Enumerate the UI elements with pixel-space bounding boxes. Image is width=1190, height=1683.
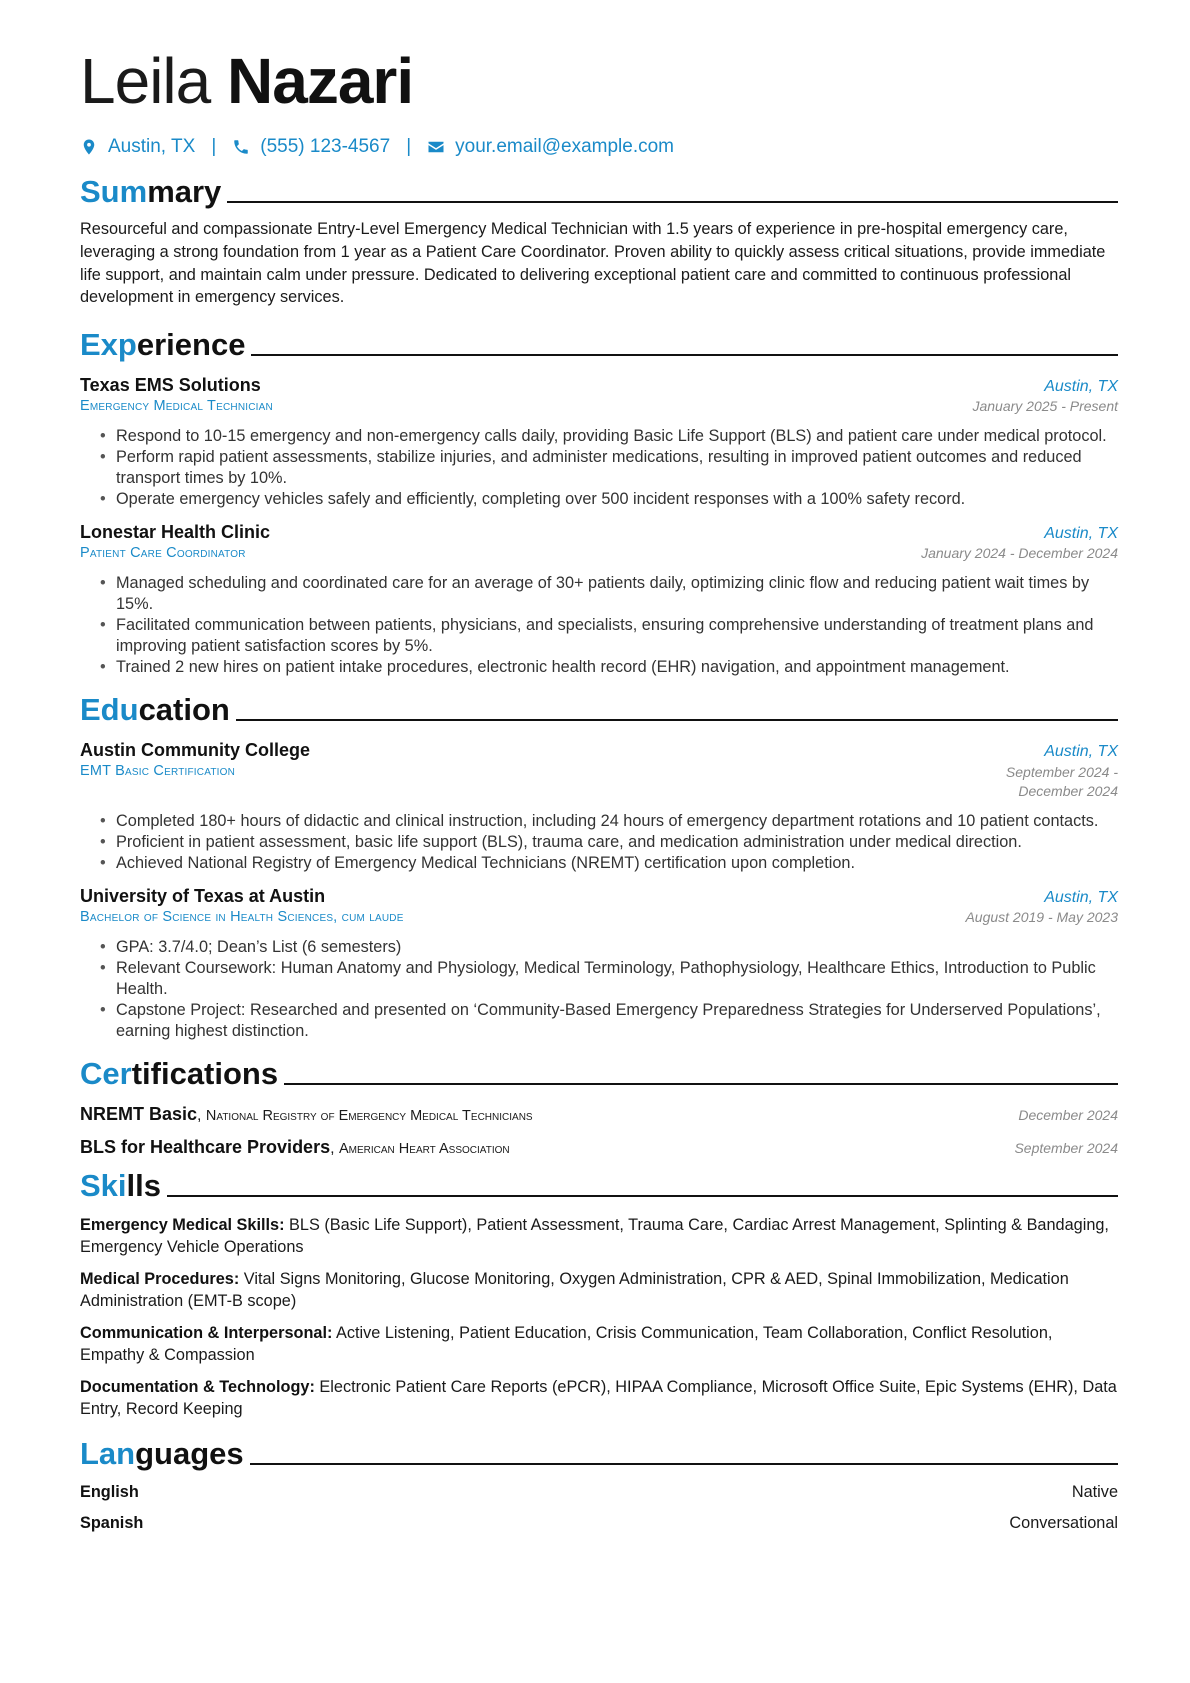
- contact-email[interactable]: [427, 136, 674, 158]
- skills-heading: [80, 1164, 1118, 1204]
- school-name: University of Texas at Austin: [80, 886, 326, 907]
- section-title: Experience: [80, 327, 246, 363]
- section-title: Summary: [80, 174, 222, 209]
- language-name: Spanish: [80, 1514, 144, 1533]
- certification-date: December 2024: [1018, 1107, 1118, 1124]
- bullet-item: • Capstone Project: Researched and presented on ‘Community-Based Emergency Preparedness Strategies for Underserved Populations’, earning highest distinction.: [116, 1000, 1118, 1042]
- employer-name: Texas EMS Solutions: [80, 375, 261, 396]
- language-level: Conversational: [1009, 1514, 1118, 1533]
- certification-date: September 2024: [1014, 1140, 1118, 1157]
- certification-item: BLS for Healthcare Providers, American Heart Association September 2024: [80, 1137, 1118, 1158]
- section-title: Certifications: [80, 1056, 279, 1092]
- bullet-item: • GPA: 3.7/4.0; Dean’s List (6 semesters): [116, 937, 1118, 958]
- bullet-list: [80, 811, 1118, 874]
- languages-heading: [80, 1432, 1118, 1472]
- bullet-item: • Managed scheduling and coordinated care for an average of 30+ patients daily, optimizing clinic flow and reducing patient wait times by 15%.: [116, 573, 1118, 615]
- certification-name: BLS for Healthcare Providers: [80, 1137, 331, 1158]
- language-item: [80, 1512, 1118, 1534]
- entry-dates: January 2024 - December 2024: [921, 545, 1118, 562]
- bullet-item: • Respond to 10-15 emergency and non-emergency calls daily, providing Basic Life Support (BLS) and patient care under medical protocol.: [116, 426, 1118, 447]
- bullet-item: • Completed 180+ hours of didactic and clinical instruction, including 24 hours of emergency department rotations and 10 patient contacts.: [116, 811, 1118, 832]
- skill-group: [80, 1376, 1118, 1420]
- school-name: Austin Community College: [80, 740, 311, 761]
- skill-list: Electronic Patient Care Reports (ePCR), HIPAA Compliance, Microsoft Office Suite, Epic Systems (EHR), Data Entry, Record Keeping: [80, 1378, 1117, 1419]
- skill-list: Active Listening, Patient Education, Crisis Communication, Team Collaboration, Conflict Resolution, Empathy & Compassion: [80, 1324, 1053, 1365]
- contact-location: [80, 136, 195, 158]
- skill-group: [80, 1322, 1118, 1366]
- entry-dates: August 2019 - May 2023: [965, 909, 1118, 926]
- first-name: Leila: [80, 45, 211, 117]
- certification-issuer: National Registry of Emergency Medical Technicians: [205, 1108, 533, 1125]
- email-text: your.email@example.com: [455, 136, 674, 157]
- section-title: Languages: [80, 1436, 244, 1472]
- summary-heading: [80, 170, 1118, 210]
- certification-item: NREMT Basic, National Registry of Emergency Medical Technicians December 2024: [80, 1104, 1118, 1125]
- entry-location: Austin, TX: [1044, 378, 1118, 396]
- bullet-item: • Facilitated communication between patients, physicians, and specialists, ensuring comprehensive understanding of treatment plans and improving patient satisfaction scores by 5%.: [116, 615, 1118, 657]
- entry-dates: September 2024 - December 2024: [1005, 764, 1118, 800]
- degree-title: EMT Basic Certification: [80, 763, 236, 780]
- bullet-list: [80, 937, 1118, 1042]
- section-title: Education: [80, 692, 230, 728]
- job-title: Patient Care Coordinator: [80, 545, 246, 562]
- skill-group: [80, 1268, 1118, 1312]
- bullet-item: • Achieved National Registry of Emergency Medical Technicians (NREMT) certification upon completion.: [116, 853, 1118, 874]
- skill-list: Vital Signs Monitoring, Glucose Monitoring, Oxygen Administration, CPR & AED, Spinal Immobilization, Medication Administration (EMT-B scope): [80, 1270, 1069, 1311]
- candidate-name: [80, 42, 1118, 120]
- experience-entry: [80, 522, 1118, 678]
- skill-label: Communication & Interpersonal:: [80, 1324, 333, 1343]
- certifications-heading: [80, 1052, 1118, 1092]
- bullet-list: [80, 573, 1118, 678]
- language-level: Native: [1071, 1483, 1118, 1502]
- location-text: Austin, TX: [108, 136, 196, 157]
- education-entry: [80, 740, 1118, 874]
- skill-label: Medical Procedures:: [80, 1270, 240, 1289]
- skill-group: [80, 1214, 1118, 1258]
- bullet-item: • Relevant Coursework: Human Anatomy and Physiology, Medical Terminology, Pathophysiology, Healthcare Ethics, Introduction to Public Health.: [116, 958, 1118, 1000]
- entry-dates: January 2025 - Present: [972, 398, 1118, 415]
- envelope-icon: [427, 138, 445, 156]
- skill-label: Emergency Medical Skills:: [80, 1216, 285, 1235]
- section-title: Skills: [80, 1168, 161, 1204]
- contact-line: [80, 132, 1118, 162]
- bullet-item: • Trained 2 new hires on patient intake procedures, electronic health record (EHR) navigation, and appointment management.: [116, 657, 1118, 678]
- degree-title: Bachelor of Science in Health Sciences, cum laude: [80, 909, 404, 926]
- language-item: [80, 1481, 1118, 1503]
- education-heading: [80, 688, 1118, 728]
- experience-heading: [80, 323, 1118, 363]
- skill-list: BLS (Basic Life Support), Patient Assessment, Trauma Care, Cardiac Arrest Management, Splinting & Bandaging, Emergency Vehicle Operations: [80, 1216, 1109, 1257]
- bullet-item: • Perform rapid patient assessments, stabilize injuries, and administer medications, resulting in improved patient outcomes and reduced transport times by 10%.: [116, 447, 1118, 489]
- bullet-list: [80, 426, 1118, 510]
- phone-text: (555) 123-4567: [260, 136, 391, 157]
- contact-phone[interactable]: [232, 136, 390, 158]
- section-rule: [236, 719, 1118, 721]
- bullet-item: • Operate emergency vehicles safely and efficiently, completing over 500 incident responses with a 100% safety record.: [116, 489, 1118, 510]
- language-name: English: [80, 1483, 139, 1502]
- contact-separator: |: [406, 136, 412, 157]
- bullet-item: • Proficient in patient assessment, basic life support (BLS), trauma care, and medication administration under medical direction.: [116, 832, 1118, 853]
- section-rule: [227, 201, 1118, 203]
- skill-label: Documentation & Technology:: [80, 1378, 315, 1397]
- section-rule: [250, 1463, 1118, 1465]
- map-pin-icon: [80, 138, 98, 156]
- entry-location: Austin, TX: [1044, 525, 1118, 543]
- certification-issuer: American Heart Association: [338, 1141, 510, 1158]
- section-rule: [284, 1083, 1118, 1085]
- summary-text: Resourceful and compassionate Entry-Level Emergency Medical Technician with 1.5 years of experience in pre-hospital emergency care, leveraging a strong foundation from 1 year as a Patient Care Coordinator. Proven ability to quickly assess critical situations, provide immediate life support, and maintain calm under pressure. Dedicated to delivering exceptional patient care and committed to continuous professional development in emergency services.: [80, 220, 1106, 307]
- last-name: Nazari: [227, 45, 414, 117]
- phone-icon: [232, 138, 250, 156]
- entry-location: Austin, TX: [1044, 743, 1118, 761]
- certification-name: NREMT Basic: [80, 1104, 198, 1125]
- experience-entry: [80, 375, 1118, 510]
- job-title: Emergency Medical Technician: [80, 398, 273, 415]
- education-entry: [80, 886, 1118, 1042]
- section-rule: [167, 1195, 1118, 1197]
- employer-name: Lonestar Health Clinic: [80, 522, 271, 543]
- contact-separator: |: [211, 136, 217, 157]
- section-rule: [251, 354, 1118, 356]
- entry-location: Austin, TX: [1044, 889, 1118, 907]
